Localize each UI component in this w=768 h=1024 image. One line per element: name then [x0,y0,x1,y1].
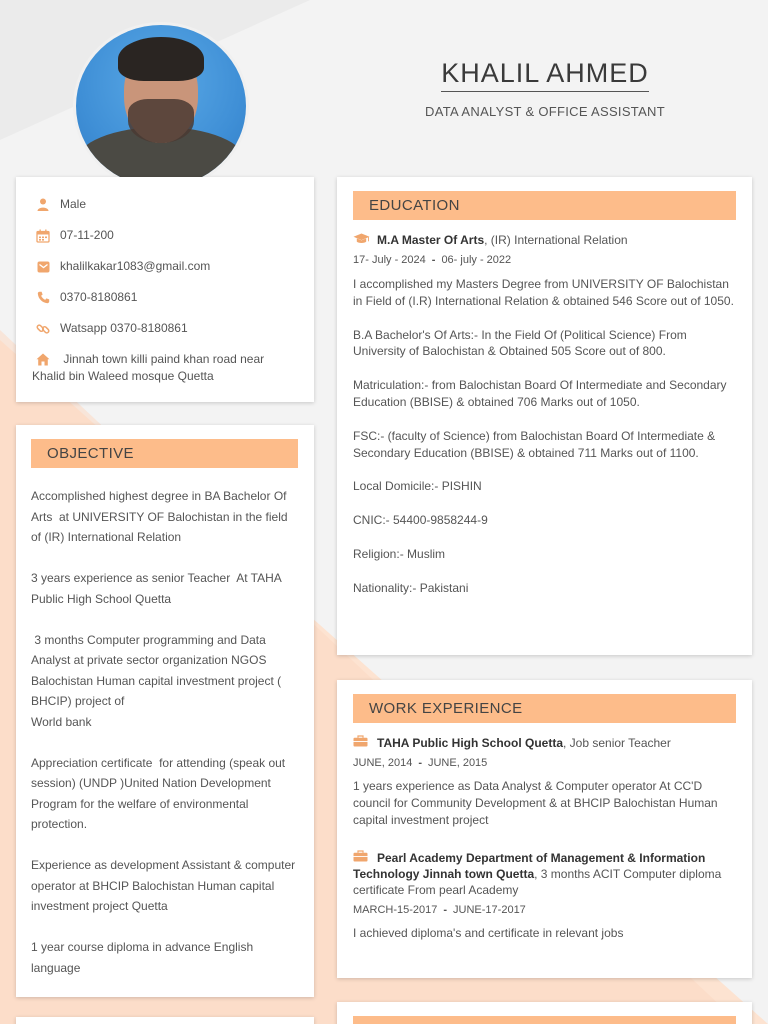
work-dates [353,904,736,916]
contact-email [32,258,300,275]
home-icon [35,351,51,368]
dob-text: 07-11-200 [60,228,114,242]
work-end-date: JUNE-17-2017 [453,904,526,917]
education-paragraph: B.A Bachelor's Of Arts:- In the Field Of (Political Science) From University of Balochistan & Obtained 505 Score out of 800. [353,327,687,359]
work-role: , 3 months ACIT Computer diploma certificate From pearl Academy [353,867,722,898]
profile-photo [73,22,249,190]
education-degree: M.A Master Of Arts [377,233,485,247]
education-end-date: 06- july - 2022 [441,254,512,266]
envelope-icon [35,258,51,275]
work-description: I achieved diploma's and certificate in relevant jobs [353,926,624,941]
education-paragraph: FSC:- (faculty of Science) from Balochistan Board Of Intermediate & Secondary Education (BBISE) & obtained 711 Marks out of 1100. [353,428,716,460]
religion-text: Religion:- Muslim [353,546,446,561]
address-text: Jinnah town killi paind khan road near Khalid bin Waleed mosque Quetta [32,352,265,383]
briefcase-icon [353,850,371,866]
whatsapp-text[interactable]: Watsapp 0370-8180861 [60,321,188,335]
education-paragraph: Matriculation:- from Balochistan Board Of Intermediate and Secondary Education (BBISE) & obtained 706 Marks out of 1050. [353,378,727,409]
contact-whatsapp [32,320,300,337]
education-paragraph: I accomplished my Masters Degree from UNIVERSITY OF Balochistan in Field of (I.R) International Relation & obtained 546 Score out of 1050. [353,277,734,308]
photo-beard [128,99,194,143]
work-entry-title [353,735,736,751]
next-section-heading-bar [353,1016,736,1024]
email-text[interactable]: khalilkakar1083@gmail.com [60,259,211,273]
date-separator: - [418,757,422,769]
photo-hair [118,37,204,81]
next-section-card-left [16,1017,314,1024]
phone-text[interactable]: 0370-8180861 [60,290,138,304]
education-field: , (IR) International Relation [484,233,628,247]
work-start-date: MARCH-15-2017 [353,904,438,917]
contact-gender [32,196,300,213]
date-separator: - [443,904,448,917]
calendar-icon [35,227,51,244]
person-name: KHALIL AHMED [441,58,649,92]
education-dates [353,254,736,266]
briefcase-icon [353,735,371,751]
work-end-date: JUNE, 2015 [427,757,488,769]
gender-text: Male [60,197,87,211]
contact-card [16,177,314,402]
contact-address [32,351,300,385]
job-title: DATA ANALYST & OFFICE ASSISTANT [425,104,665,119]
work-heading: WORK EXPERIENCE [353,694,736,723]
work-experience-card [337,680,752,978]
education-card [337,177,752,655]
graduation-cap-icon [353,232,371,248]
education-details [353,276,736,597]
contact-dob [32,227,300,244]
phone-icon [35,289,51,306]
domicile-text: Local Domicile:- PISHIN [353,479,482,494]
education-start-date: 17- July - 2024 [353,254,426,266]
contact-phone [32,289,300,306]
date-separator: - [431,254,436,266]
work-entry-title [353,850,736,898]
next-section-card-right [337,1002,752,1024]
objective-card [16,425,314,997]
work-description: 1 years experience as Data Analyst & Computer operator At CC'D council for Community Development & at BHCIP Balochistan Human capital investment project [353,779,718,827]
objective-text: Accomplished highest degree in BA Bachelor Of Arts at UNIVERSITY OF Balochistan in the field of (IR) International Relation 3 years experience as senior Teacher At TAHA Public High School Quetta 3 months Computer programming and Data Analyst at private sector organization NGOS Balochistan Human capital investment project ( BHCIP) project of World bank Appreciation certificate for attending (speak out session) (UNDP )United Nation Development Program for the welfare of environmental protection. Experience as development Assistant & computer operator at BHCIP Balochistan Human capital investment project Quetta 1 year course diploma in advance English language [31,489,296,975]
work-company: TAHA Public High School Quetta [377,736,563,750]
work-role: , Job senior Teacher [563,736,671,750]
education-entry-title [353,232,736,248]
cnic-text: CNIC:- 54400-9858244-9 [353,513,488,528]
work-start-date: JUNE, 2014 [353,757,413,769]
education-heading: EDUCATION [353,191,736,220]
nationality-text: Nationality:- Pakistani [353,580,469,595]
header [380,58,710,119]
link-icon [35,320,51,337]
work-company: Pearl Academy Department of Management & Information Technology Jinnah town Quetta [353,851,706,882]
work-dates [353,757,736,769]
objective-heading: OBJECTIVE [31,439,298,468]
user-icon [35,196,51,213]
